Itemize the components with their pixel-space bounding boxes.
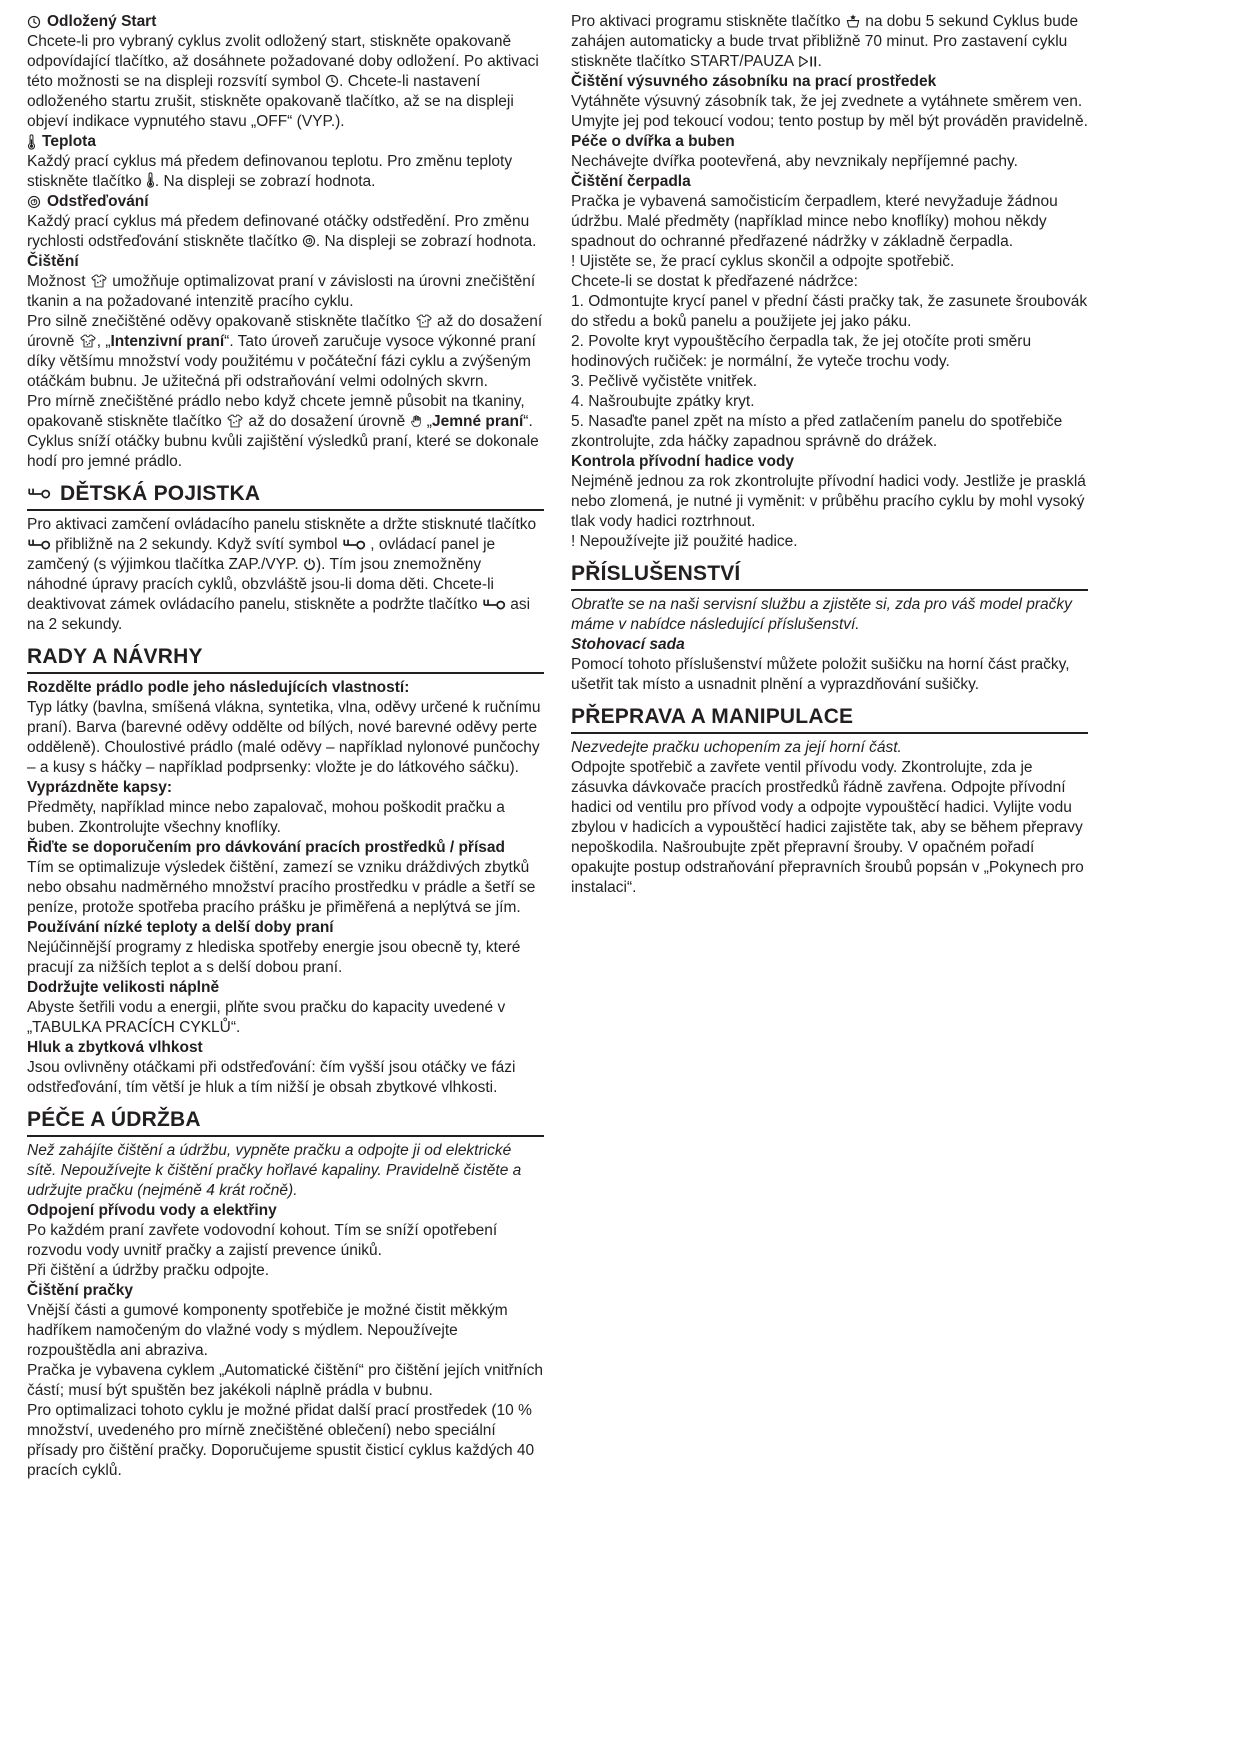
paragraph <box>27 1301 544 1361</box>
start-pause-icon <box>798 55 818 68</box>
text-run: na dobu 5 sekund Cyklus bude zahájen automaticky a bude trvat přibližně 70 minut. Pro zastavení cyklu stiskněte tlačítko START/PAUZA <box>571 13 1079 70</box>
column-right <box>571 12 1088 898</box>
text-run: Chcete-li se dostat k předřazené nádržce: <box>571 273 858 290</box>
text-run: , „ <box>96 333 111 350</box>
bold-text-run: Jemné praní <box>431 413 524 430</box>
child-lock-icon <box>342 538 366 551</box>
paragraph <box>571 412 1088 452</box>
italic-paragraph <box>571 738 1088 758</box>
text-run: Každý prací cyklus má předem definovanou teplotu. Pro změnu teploty stiskněte tlačítko <box>27 153 513 190</box>
text-run: Nejméně jednou za rok zkontrolujte přívodní hadici vody. Jestliže je prasklá nebo zlomená, je nutné ji vyměnit: v průběhu pracího cyklu by mohl vysoký tlak vody hadici roztrhnout. <box>571 473 1086 530</box>
paragraph <box>27 212 544 252</box>
paragraph <box>571 472 1088 532</box>
text-run: Nejúčinnější programy z hlediska spotřeby energie jsou obecně ty, které pracují za nižších teplot a s delší dobou praní. <box>27 939 521 976</box>
delayed-start-icon <box>325 74 339 88</box>
paragraph <box>27 1401 544 1481</box>
paragraph <box>27 1221 544 1261</box>
text-run: 5. Nasaďte panel zpět na místo a před zatlačením panelu do spotřebiče zkontrolujte, zda háčky zapadnou správně do drážek. <box>571 413 1063 450</box>
paragraph <box>571 332 1088 372</box>
bold-lead-line: Vyprázdněte kapsy: <box>27 779 173 796</box>
text-run: Vnější části a gumové komponenty spotřebiče je možné čistit měkkým hadříkem namočeným do vlažné vody s mýdlem. Nepoužívejte rozpouštědla ani abraziva. <box>27 1302 508 1359</box>
bold-lead-line: Péče o dvířka a buben <box>571 133 735 150</box>
paragraph <box>27 698 544 778</box>
text-run: Při čištění a údržby pračku odpojte. <box>27 1262 270 1279</box>
text-run: Pračka je vybavená samočisticím čerpadlem, které nevyžaduje žádnou údržbu. Malé předměty (například mince nebo knoflíky) mohou někdy spadnout do ochranné předřazené nádržky v základně čerpadla. <box>571 193 1058 250</box>
heading-text: Odložený Start <box>47 13 157 30</box>
text-run: Abyste šetřili vodu a energii, plňte svou pračku do kapacity uvedené v „TABULKA PRACÍCH CYKLŮ“. <box>27 999 506 1036</box>
paragraph <box>571 252 1088 272</box>
heading-text: PÉČE A ÚDRŽBA <box>27 1108 201 1131</box>
text-run: Chcete-li pro vybraný cyklus zvolit odložený start, stiskněte opakovaně odpovídající tlačítko, až dosáhnete požadované doby odložení. Po aktivaci této možnosti se na displeji rozsvítí symbol <box>27 33 539 90</box>
text-run: 2. Povolte kryt vypouštěcího čerpadla tak, že jej otočíte proti směru hodinových ručiček: je normální, že vyteče trochu vody. <box>571 333 1032 370</box>
sub-heading <box>27 132 544 152</box>
text-run: přibližně na 2 sekundy. Když svítí symbol <box>51 536 342 553</box>
paragraph <box>27 32 544 132</box>
bold-lead-line: Stohovací sada <box>571 636 685 653</box>
paragraph <box>27 1261 544 1281</box>
text-run: ! Nepoužívejte již použité hadice. <box>571 533 798 550</box>
child-lock-icon <box>482 598 506 611</box>
text-run: ). Tím jsou znemožněny náhodné úpravy pracích cyklů, obzvláště jsou-li doma děti. Chcete-li deaktivovat zámek ovládacího panelu, stiskněte a podržte tlačítko <box>27 556 494 613</box>
text-run: 3. Pečlivě vyčistěte vnitřek. <box>571 373 758 390</box>
text-run: . <box>817 53 822 70</box>
bold-lead-line: Dodržujte velikosti náplně <box>27 979 220 996</box>
text-run: Než zahájíte čištění a údržbu, vypněte pračku a odpojte ji od elektrické sítě. Nepoužívejte k čištění pračky hořlavé kapaliny. Pravidelně čistěte a udržujte pračku (nejméně 4 krát ročně). <box>27 1142 522 1199</box>
text-run: . Na displeji se zobrazí hodnota. <box>154 173 376 190</box>
bold-lead-line: Řiďte se doporučením pro dávkování pracích prostředků / přísad <box>27 839 505 856</box>
text-run: Nezvedejte pračku uchopením za její horní část. <box>571 739 902 756</box>
paragraph <box>571 192 1088 252</box>
text-run: Pro aktivaci zamčení ovládacího panelu stiskněte a držte stisknuté tlačítko <box>27 516 537 533</box>
paragraph <box>571 758 1088 898</box>
spin-icon <box>27 195 41 209</box>
text-run: umožňuje optimalizovat praní v závislosti na úrovni znečištění tkanin a na požadované intenzitě pracího cyklu. <box>27 273 536 310</box>
gentle-wash-icon <box>410 414 423 428</box>
paragraph <box>27 1058 544 1098</box>
text-run: Pomocí tohoto příslušenství můžete položit sušičku na horní část pračky, ušetřit tak místo a usnadnit plnění a vyprazdňování sušičky. <box>571 656 1070 693</box>
text-run: Pro mírně znečištěné prádlo nebo když chcete jemně působit na tkaniny, opakovaně stiskněte tlačítko <box>27 393 525 430</box>
bold-lead-line: Odpojení přívodu vody a elektřiny <box>27 1202 277 1219</box>
text-run: Obraťte se na naši servisní službu a zjistěte si, zda pro váš model pračky máme v nabídce následující příslušenství. <box>571 596 1072 633</box>
text-run: Typ látky (bavlna, smíšená vlákna, syntetika, vlna, oděvy určené k ručnímu praní). Barva (barevné oděvy oddělte od bílých, nové barevné oděvy perte odděleně). Choulostivé prádlo (malé oděvy – například nylonové punčochy – a kusy s háčky – například podprsenky: vložte je do látkového sáčku). <box>27 699 541 776</box>
heading-text: PŘEPRAVA A MANIPULACE <box>571 705 854 728</box>
paragraph <box>571 655 1088 695</box>
italic-paragraph <box>571 595 1088 635</box>
text-run: Odpojte spotřebič a zavřete ventil přívodu vody. Zkontrolujte, zda je zásuvka dávkovače pracích prostředků řádně zavřena. Odpojte přívodní hadici od ventilu pro přívod vody a odpojte vypouštěcí hadici. Vylijte vodu zbylou v hadicích a vypouštěcí hadici zajistěte tak, aby se během přepravy nepoškodila. Našroubujte zpět přepravní šrouby. V opačném pořadí opakujte postup odstraňování přepravních šroubů popsán v „Pokynech pro instalaci“. <box>571 759 1084 896</box>
text-run: Předměty, například mince nebo zapalovač, mohou poškodit pračku a buben. Zkontrolujte všechny knoflíky. <box>27 799 505 836</box>
power-icon <box>303 558 316 571</box>
text-run: Nechávejte dvířka pootevřená, aby nevznikaly nepříjemné pachy. <box>571 153 1018 170</box>
text-run: Pračka je vybavena cyklem „Automatické čištění“ pro čištění jejích vnitřních částí; musí být spuštěn bez jakékoli náplně prádla v bubnu. <box>27 1362 544 1399</box>
paragraph <box>571 92 1088 132</box>
text-run: až do dosažení úrovně <box>244 413 410 430</box>
wash-intensity-icon <box>226 414 244 428</box>
heading-text: Teplota <box>42 133 96 150</box>
bold-text-run: Intenzivní praní <box>110 333 225 350</box>
text-run: 4. Našroubujte zpátky kryt. <box>571 393 755 410</box>
text-run: Vytáhněte výsuvný zásobník tak, že jej zvednete a vytáhnete směrem ven. Umyjte jej pod tekoucí vodou; tento postup by měl být prováděn pravidelně. <box>571 93 1088 130</box>
section-heading <box>27 1107 544 1137</box>
spin-icon <box>302 234 316 248</box>
italic-paragraph <box>27 1141 544 1201</box>
child-lock-icon <box>27 538 51 551</box>
bold-lead-line: Rozdělte prádlo podle jeho následujících vlastností: <box>27 679 410 696</box>
paragraph <box>27 1361 544 1401</box>
paragraph <box>571 392 1088 412</box>
delayed-start-icon <box>27 15 41 29</box>
text-run: . Na displeji se zobrazí hodnota. <box>315 233 537 250</box>
temperature-icon <box>146 172 155 188</box>
text-run: Možnost <box>27 273 90 290</box>
text-run: Pro silně znečištěné oděvy opakovaně stiskněte tlačítko <box>27 313 415 330</box>
child-lock-icon <box>27 487 51 500</box>
text-run: „ <box>422 413 432 430</box>
column-left <box>27 12 544 1481</box>
heading-text: RADY A NÁVRHY <box>27 645 203 668</box>
sub-heading <box>27 252 544 272</box>
temperature-icon <box>27 134 36 150</box>
paragraph <box>27 515 544 635</box>
text-run: ! Ujistěte se, že prací cyklus skončil a odpojte spotřebič. <box>571 253 955 270</box>
text-run: Pro optimalizaci tohoto cyklu je možné přidat další prací prostředek (10 % množství, uvedeného pro mírně znečištěné oblečení) nebo speciální přísady pro čištění pračky. Doporučujeme spustit čisticí cyklus každých 40 pracích cyklů. <box>27 1402 535 1479</box>
text-run: asi na 2 sekundy. <box>27 596 531 633</box>
section-heading <box>571 704 1088 734</box>
bold-lead-line: Hluk a zbytková vlhkost <box>27 1039 203 1056</box>
section-heading <box>27 481 544 511</box>
paragraph <box>27 858 544 918</box>
text-run: Jsou ovlivněny otáčkami při odstřeďování: čím vyšší jsou otáčky ve fázi odstřeďování, tím větší je hluk a tím nižší je obsah zbytkové vlhkosti. <box>27 1059 516 1096</box>
heading-text: PŘÍSLUŠENSTVÍ <box>571 562 741 585</box>
bold-lead-line: Čištění pračky <box>27 1282 133 1299</box>
paragraph <box>27 998 544 1038</box>
text-run: 1. Odmontujte krycí panel v přední části pračky tak, že zasunete šroubovák do středu a boků panelu a použijete jej jako páku. <box>571 293 1088 330</box>
paragraph <box>27 272 544 312</box>
text-run: , ovládací panel je zamčený (s výjimkou tlačítka ZAP./VYP. <box>27 536 496 573</box>
bold-lead-line: Používání nízké teploty a delší doby praní <box>27 919 334 936</box>
heading-text: DĚTSKÁ POJISTKA <box>60 482 261 505</box>
heading-text: Čištění <box>27 253 79 270</box>
paragraph <box>571 152 1088 172</box>
auto-clean-icon <box>845 14 861 28</box>
text-run: “. Tato úroveň zaručuje vysoce výkonné praní díky většímu množství vody použitému v počáteční fázi cyklu a zvýšeným otáčkám bubnu. Je užitečná při odstraňování velmi odolných skvrn. <box>27 333 536 390</box>
paragraph <box>571 372 1088 392</box>
text-run: Pro aktivaci programu stiskněte tlačítko <box>571 13 845 30</box>
text-run: “. Cyklus sníží otáčky bubnu kvůli zajištění výsledků praní, které se dokonale hodí pro jemné prádlo. <box>27 413 539 470</box>
text-run: Po každém praní zavřete vodovodní kohout. Tím se sníží opotřebení rozvodu vody uvnitř pračky a zajistí prevence úniků. <box>27 1222 498 1259</box>
text-run: Každý prací cyklus má předem definované otáčky odstředění. Pro změnu rychlosti odstřeďování stiskněte tlačítko <box>27 213 530 250</box>
bold-lead-line: Kontrola přívodní hadice vody <box>571 453 795 470</box>
bold-lead-line: Čištění čerpadla <box>571 173 691 190</box>
heading-text: Odstřeďování <box>47 193 149 210</box>
paragraph <box>571 292 1088 332</box>
wash-intensity-icon <box>90 274 108 288</box>
sub-heading <box>27 192 544 212</box>
wash-intensity-icon <box>415 314 433 328</box>
section-heading <box>27 644 544 674</box>
bold-lead-line: Čištění výsuvného zásobníku na prací prostředek <box>571 73 937 90</box>
two-column-layout <box>27 12 1240 1481</box>
paragraph <box>571 532 1088 552</box>
paragraph <box>27 938 544 978</box>
paragraph <box>571 272 1088 292</box>
paragraph <box>571 12 1088 72</box>
paragraph <box>27 392 544 472</box>
text-run: až do dosažení úrovně <box>27 313 543 350</box>
sub-heading <box>27 12 544 32</box>
section-heading <box>571 561 1088 591</box>
paragraph <box>27 152 544 192</box>
paragraph <box>27 312 544 392</box>
paragraph <box>27 798 544 838</box>
text-run: . Chcete-li nastavení odloženého startu zrušit, stiskněte opakovaně tlačítko, až se na displeji objeví indikace vypnutého stavu „OFF“ (VYP.). <box>27 73 514 130</box>
text-run: Tím se optimalizuje výsledek čištění, zamezí se vzniku dráždivých zbytků nebo obsahu nadměrného množství pracího prostředku v prádle a šetří se peníze, protože spotřeba pracího prášku je přiměřená a neplýtvá se jím. <box>27 859 536 916</box>
intensive-wash-icon <box>79 334 97 348</box>
